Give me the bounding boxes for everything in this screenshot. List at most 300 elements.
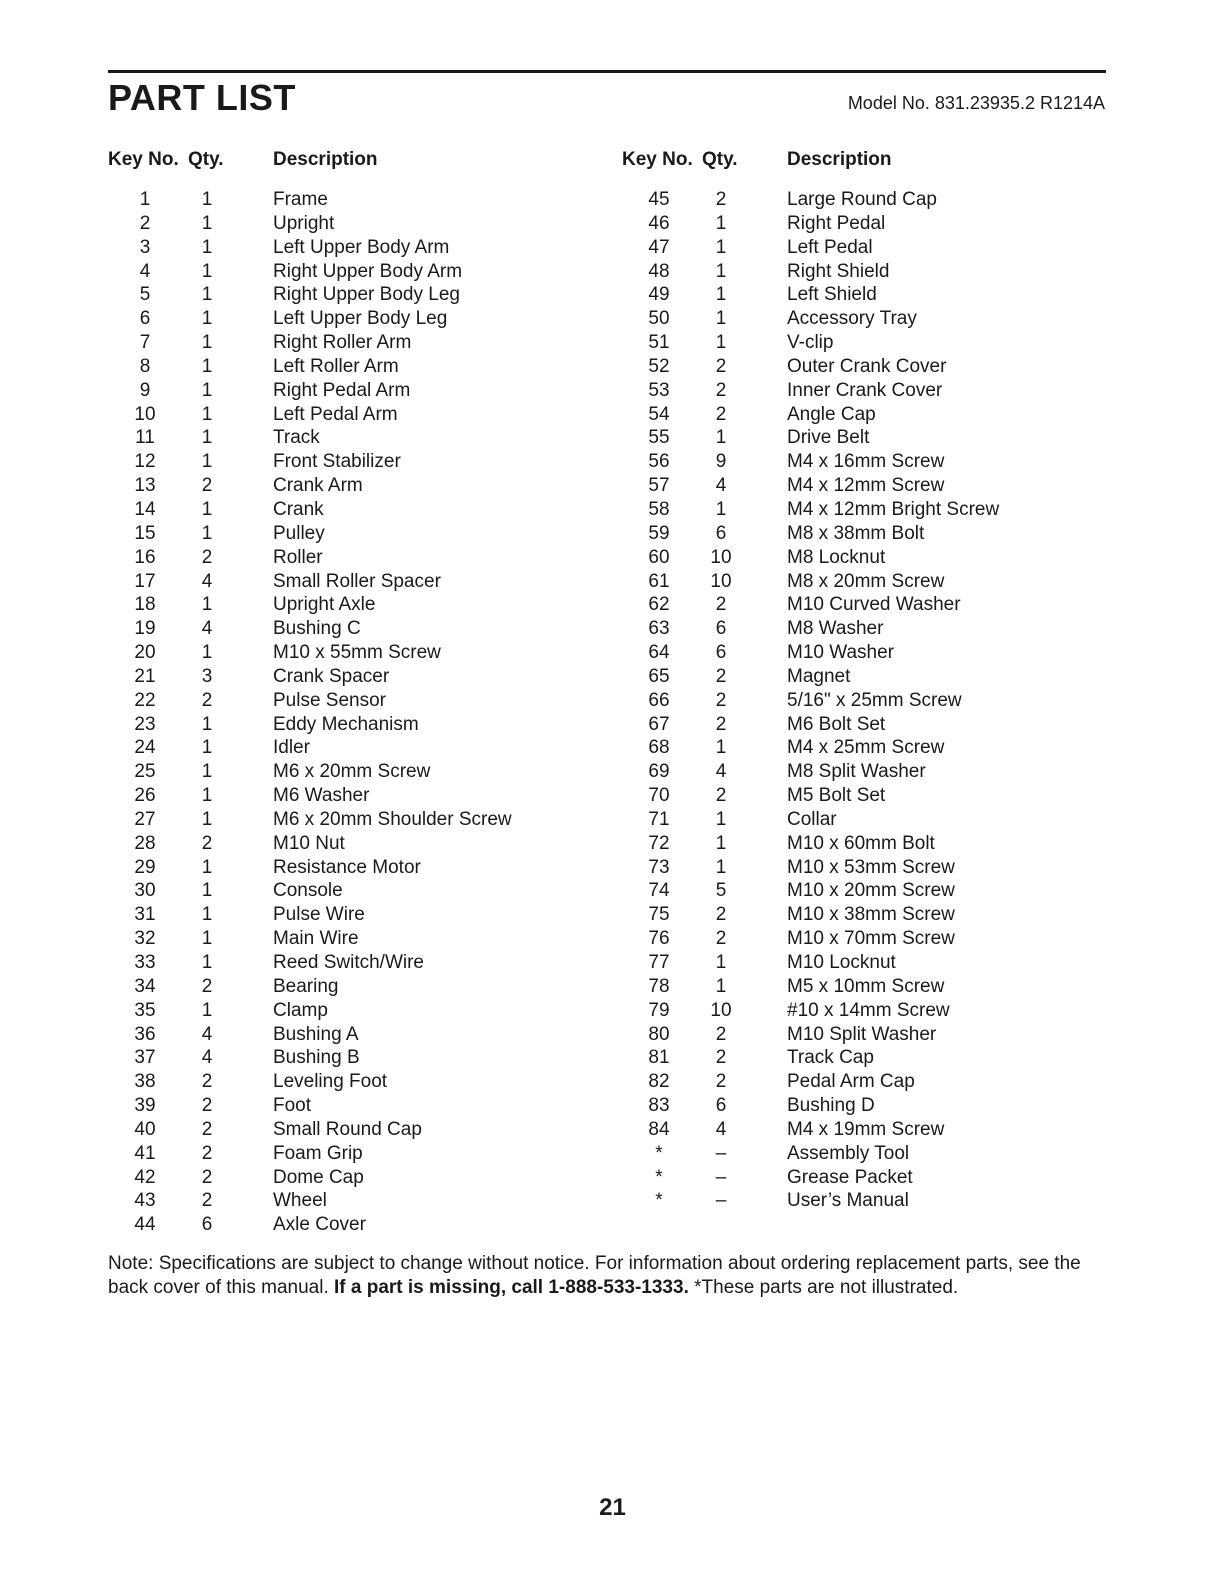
table-row: [108, 689, 512, 713]
description-cell: Reed Switch/Wire: [273, 952, 424, 973]
table-row: [108, 188, 512, 212]
table-row: [108, 856, 512, 880]
description-cell: M10 x 20mm Screw: [787, 880, 955, 902]
description-cell: M10 x 60mm Bolt: [787, 832, 935, 854]
qty-cell: 2: [715, 904, 727, 926]
table-row: [108, 1166, 512, 1190]
qty-header: Qty.: [702, 149, 738, 170]
description-cell: M6 Washer: [273, 785, 370, 807]
key-no-cell: 8: [139, 355, 151, 377]
description-cell: M8 Washer: [787, 618, 884, 640]
note-text-part1: Note: Specifications are subject to change without notice. For information about ordering replacement parts, see the back cover of this manual.: [108, 1253, 1081, 1298]
key-no-cell: 33: [134, 952, 156, 973]
table-row: [622, 856, 999, 880]
qty-cell: 6: [715, 618, 727, 640]
qty-cell: 1: [201, 451, 213, 473]
description-cell: Track: [273, 427, 320, 449]
qty-cell: 1: [201, 522, 213, 544]
table-row: [108, 1094, 512, 1118]
qty-cell: 6: [715, 522, 727, 544]
description-cell: Clamp: [273, 999, 328, 1021]
key-no-cell: 67: [648, 713, 670, 735]
key-no-cell: 84: [648, 1118, 670, 1140]
note-text: [108, 1252, 1108, 1300]
parts-column-right: [622, 146, 999, 1213]
key-no-cell: 58: [648, 498, 670, 520]
qty-cell: 1: [201, 355, 213, 377]
table-row: [108, 212, 512, 236]
table-row: [108, 903, 512, 927]
qty-cell: 1: [201, 904, 213, 926]
table-row: [108, 1189, 512, 1213]
description-cell: 5/16" x 25mm Screw: [787, 689, 962, 711]
table-row: [108, 665, 512, 689]
description-cell: M10 Split Washer: [787, 1023, 937, 1045]
description-cell: Bushing A: [273, 1023, 359, 1045]
description-cell: M10 Locknut: [787, 952, 896, 973]
table-row: [108, 1070, 512, 1094]
key-no-cell: 16: [134, 546, 156, 568]
description-cell: M4 x 12mm Bright Screw: [787, 498, 1000, 520]
description-cell: Pulse Sensor: [273, 689, 387, 711]
key-no-cell: 77: [648, 952, 670, 973]
description-cell: Right Upper Body Arm: [273, 260, 463, 282]
column-header: [622, 146, 999, 174]
table-row: [108, 379, 512, 403]
qty-cell: 1: [201, 403, 213, 425]
description-cell: Crank: [273, 498, 324, 520]
table-row: [622, 784, 999, 808]
table-row: [108, 426, 512, 450]
key-no-cell: 4: [139, 260, 151, 282]
table-row: [622, 832, 999, 856]
qty-cell: 4: [201, 1023, 213, 1045]
key-no-cell: 47: [648, 236, 670, 258]
qty-cell: 1: [201, 284, 213, 306]
table-row: [622, 593, 999, 617]
qty-cell: 2: [201, 975, 213, 997]
description-cell: Bearing: [273, 975, 339, 997]
qty-cell: 1: [715, 427, 727, 449]
qty-cell: 4: [715, 1118, 727, 1140]
table-row: [622, 999, 999, 1023]
description-cell: Accessory Tray: [787, 308, 917, 330]
key-no-cell: *: [655, 1190, 663, 1212]
table-row: [622, 1189, 999, 1213]
description-cell: Main Wire: [273, 928, 359, 950]
key-no-cell: 48: [648, 260, 670, 282]
description-cell: Console: [273, 880, 343, 902]
qty-cell: 2: [201, 1071, 213, 1093]
key-no-cell: 64: [648, 642, 670, 664]
description-cell: Left Upper Body Arm: [273, 236, 450, 258]
key-no-cell: 73: [648, 856, 670, 878]
table-row: [622, 689, 999, 713]
qty-cell: 2: [715, 189, 727, 210]
key-no-cell: 83: [648, 1095, 670, 1117]
qty-cell: 2: [715, 1047, 727, 1069]
description-cell: Right Shield: [787, 260, 890, 282]
table-row: [108, 641, 512, 665]
key-no-cell: 55: [648, 427, 670, 449]
key-no-cell: 65: [648, 665, 670, 687]
key-no-cell: 38: [134, 1071, 156, 1093]
description-cell: Right Pedal: [787, 212, 886, 234]
table-row: [108, 283, 512, 307]
description-cell: Outer Crank Cover: [787, 355, 947, 377]
key-no-cell: 41: [134, 1142, 156, 1164]
qty-cell: 1: [715, 236, 727, 258]
description-cell: Pulley: [273, 522, 325, 544]
key-no-cell: 52: [648, 355, 670, 377]
key-no-cell: 17: [134, 570, 156, 592]
qty-cell: 1: [201, 952, 213, 973]
page-number: 21: [599, 1494, 626, 1521]
key-no-cell: 72: [648, 832, 670, 854]
description-cell: M6 x 20mm Screw: [273, 761, 431, 783]
table-row: [108, 260, 512, 284]
description-cell: M10 x 55mm Screw: [273, 642, 441, 664]
qty-cell: 1: [201, 880, 213, 902]
table-row: [622, 617, 999, 641]
description-cell: M5 x 10mm Screw: [787, 975, 945, 997]
table-row: [622, 641, 999, 665]
description-cell: Roller: [273, 546, 323, 568]
key-no-cell: 42: [134, 1166, 156, 1188]
description-cell: Axle Cover: [273, 1214, 366, 1236]
table-row: [622, 1142, 999, 1166]
table-row: [108, 331, 512, 355]
key-no-cell: *: [655, 1142, 663, 1164]
qty-cell: 1: [201, 761, 213, 783]
table-row: [108, 570, 512, 594]
qty-cell: –: [715, 1166, 727, 1188]
key-no-cell: 57: [648, 475, 670, 497]
qty-cell: 2: [201, 1118, 213, 1140]
key-no-cell: 78: [648, 975, 670, 997]
key-no-cell: 27: [134, 808, 156, 830]
qty-cell: 5: [715, 880, 727, 902]
key-no-cell: 50: [648, 308, 670, 330]
description-cell: Inner Crank Cover: [787, 379, 943, 401]
qty-cell: 1: [201, 308, 213, 330]
table-row: [108, 736, 512, 760]
qty-cell: 2: [201, 1190, 213, 1212]
qty-cell: 1: [201, 785, 213, 807]
description-cell: M6 Bolt Set: [787, 713, 886, 735]
table-row: [622, 808, 999, 832]
qty-cell: 2: [201, 1142, 213, 1164]
qty-cell: 2: [715, 1023, 727, 1045]
table-row: [108, 593, 512, 617]
key-no-cell: 9: [139, 379, 151, 401]
key-no-header: Key No.: [622, 149, 693, 170]
description-header: Description: [787, 149, 892, 170]
table-row: [108, 1118, 512, 1142]
key-no-cell: 21: [134, 665, 156, 687]
table-row: [108, 975, 512, 999]
description-cell: Left Roller Arm: [273, 355, 399, 377]
key-no-cell: *: [655, 1166, 663, 1188]
model-number: Model No. 831.23935.2 R1214A: [847, 93, 1105, 113]
key-no-cell: 62: [648, 594, 670, 616]
qty-cell: –: [715, 1190, 727, 1212]
description-cell: M8 x 20mm Screw: [787, 570, 945, 592]
qty-cell: 1: [201, 999, 213, 1021]
qty-cell: 2: [715, 355, 727, 377]
table-row: [622, 450, 999, 474]
key-no-cell: 36: [134, 1023, 156, 1045]
qty-cell: 1: [201, 594, 213, 616]
table-row: [108, 1142, 512, 1166]
table-row: [622, 212, 999, 236]
key-no-cell: 39: [134, 1095, 156, 1117]
table-row: [108, 927, 512, 951]
key-no-cell: 23: [134, 713, 156, 735]
key-no-cell: 75: [648, 904, 670, 926]
description-cell: M10 Curved Washer: [787, 594, 961, 616]
description-cell: Wheel: [273, 1190, 327, 1212]
description-cell: Track Cap: [787, 1047, 874, 1069]
page-title: PART LIST: [108, 77, 296, 118]
description-cell: M10 Nut: [273, 832, 345, 854]
description-cell: M8 Split Washer: [787, 761, 926, 783]
key-no-cell: 6: [139, 308, 151, 330]
key-no-cell: 30: [134, 880, 156, 902]
qty-cell: 2: [201, 1166, 213, 1188]
description-cell: M8 x 38mm Bolt: [787, 522, 925, 544]
key-no-cell: 69: [648, 761, 670, 783]
table-row: [622, 1166, 999, 1190]
qty-cell: 4: [201, 570, 213, 592]
key-no-cell: 51: [648, 332, 670, 354]
key-no-cell: 22: [134, 689, 156, 711]
table-row: [622, 879, 999, 903]
key-no-cell: 76: [648, 928, 670, 950]
table-row: [622, 188, 999, 212]
qty-cell: 2: [201, 832, 213, 854]
qty-cell: 4: [715, 475, 727, 497]
key-no-cell: 37: [134, 1047, 156, 1069]
key-no-cell: 81: [648, 1047, 670, 1069]
table-row: [108, 236, 512, 260]
key-no-cell: 2: [139, 212, 151, 234]
table-row: [622, 760, 999, 784]
key-no-cell: 60: [648, 546, 670, 568]
description-cell: Pedal Arm Cap: [787, 1071, 915, 1093]
key-no-cell: 59: [648, 522, 670, 544]
description-cell: #10 x 14mm Screw: [787, 999, 950, 1021]
description-cell: Pulse Wire: [273, 904, 365, 926]
key-no-cell: 46: [648, 212, 670, 234]
description-cell: Frame: [273, 189, 328, 210]
qty-cell: 6: [201, 1214, 213, 1236]
table-row: [622, 403, 999, 427]
qty-cell: 1: [201, 260, 213, 282]
qty-cell: 4: [201, 618, 213, 640]
description-cell: V-clip: [787, 332, 834, 354]
key-no-cell: 24: [134, 737, 156, 759]
table-row: [108, 1046, 512, 1070]
qty-cell: 10: [710, 999, 732, 1021]
key-no-cell: 43: [134, 1190, 156, 1212]
qty-cell: 1: [715, 975, 727, 997]
description-cell: M8 Locknut: [787, 546, 886, 568]
key-no-cell: 45: [648, 189, 670, 210]
key-no-cell: 26: [134, 785, 156, 807]
table-row: [108, 760, 512, 784]
qty-cell: 2: [715, 785, 727, 807]
qty-cell: 2: [201, 689, 213, 711]
key-no-cell: 82: [648, 1071, 670, 1093]
key-no-cell: 54: [648, 403, 670, 425]
description-cell: Crank Arm: [273, 475, 363, 497]
key-no-cell: 28: [134, 832, 156, 854]
qty-cell: 1: [201, 379, 213, 401]
key-no-cell: 63: [648, 618, 670, 640]
table-row: [108, 355, 512, 379]
description-cell: Small Round Cap: [273, 1118, 422, 1140]
table-row: [622, 665, 999, 689]
table-row: [108, 617, 512, 641]
description-header: Description: [273, 149, 378, 170]
qty-cell: 1: [715, 952, 727, 973]
qty-cell: –: [715, 1142, 727, 1164]
description-cell: Grease Packet: [787, 1166, 913, 1188]
table-row: [622, 355, 999, 379]
qty-cell: 4: [201, 1047, 213, 1069]
key-no-cell: 35: [134, 999, 156, 1021]
missing-part-callout: If a part is missing, call 1-888-533-1333.: [334, 1277, 689, 1298]
description-cell: M10 x 70mm Screw: [787, 928, 955, 950]
key-no-cell: 70: [648, 785, 670, 807]
key-no-cell: 31: [134, 904, 156, 926]
description-cell: M4 x 16mm Screw: [787, 451, 945, 473]
key-no-cell: 32: [134, 928, 156, 950]
table-row: [622, 1094, 999, 1118]
key-no-cell: 44: [134, 1214, 156, 1236]
table-row: [622, 903, 999, 927]
description-cell: Assembly Tool: [787, 1142, 910, 1164]
description-cell: Right Pedal Arm: [273, 379, 411, 401]
table-row: [622, 1070, 999, 1094]
qty-cell: 1: [715, 332, 727, 354]
key-no-cell: 74: [648, 880, 670, 902]
qty-cell: 2: [715, 1071, 727, 1093]
description-cell: M4 x 25mm Screw: [787, 737, 945, 759]
table-row: [108, 450, 512, 474]
qty-cell: 1: [715, 498, 727, 520]
qty-cell: 2: [201, 475, 213, 497]
table-row: [108, 307, 512, 331]
description-cell: M10 x 38mm Screw: [787, 904, 955, 926]
qty-cell: 1: [201, 189, 213, 210]
column-header: [108, 146, 512, 174]
table-row: [108, 403, 512, 427]
key-no-cell: 29: [134, 856, 156, 878]
table-row: [622, 307, 999, 331]
qty-cell: 1: [715, 856, 727, 878]
key-no-header: Key No.: [108, 149, 179, 170]
description-cell: User’s Manual: [787, 1190, 909, 1212]
qty-cell: 2: [715, 403, 727, 425]
description-cell: Small Roller Spacer: [273, 570, 441, 592]
key-no-cell: 15: [134, 522, 156, 544]
table-row: [622, 498, 999, 522]
qty-cell: 1: [715, 260, 727, 282]
qty-cell: 1: [715, 308, 727, 330]
table-row: [622, 713, 999, 737]
qty-cell: 2: [715, 928, 727, 950]
qty-cell: 6: [715, 642, 727, 664]
qty-cell: 1: [715, 832, 727, 854]
description-cell: Left Pedal: [787, 236, 873, 258]
qty-cell: 1: [201, 212, 213, 234]
description-cell: Upright Axle: [273, 594, 376, 616]
key-no-cell: 18: [134, 594, 156, 616]
table-row: [108, 498, 512, 522]
key-no-cell: 13: [134, 475, 156, 497]
qty-cell: 9: [715, 451, 727, 473]
qty-cell: 2: [715, 665, 727, 687]
description-cell: Left Shield: [787, 284, 877, 306]
table-row: [622, 474, 999, 498]
table-row: [622, 736, 999, 760]
description-cell: Foot: [273, 1095, 312, 1117]
qty-cell: 1: [715, 284, 727, 306]
description-cell: Drive Belt: [787, 427, 870, 449]
description-cell: M4 x 19mm Screw: [787, 1118, 945, 1140]
key-no-cell: 25: [134, 761, 156, 783]
key-no-cell: 68: [648, 737, 670, 759]
key-no-cell: 53: [648, 379, 670, 401]
table-row: [622, 236, 999, 260]
qty-cell: 2: [201, 546, 213, 568]
description-cell: Idler: [273, 737, 310, 759]
description-cell: Right Roller Arm: [273, 332, 412, 354]
description-cell: M5 Bolt Set: [787, 785, 886, 807]
description-cell: Angle Cap: [787, 403, 876, 425]
qty-cell: 1: [201, 856, 213, 878]
description-cell: Left Upper Body Leg: [273, 308, 448, 330]
qty-cell: 2: [715, 689, 727, 711]
description-cell: Magnet: [787, 665, 851, 687]
description-cell: Crank Spacer: [273, 665, 390, 687]
qty-cell: 2: [201, 1095, 213, 1117]
table-row: [622, 951, 999, 975]
description-cell: Large Round Cap: [787, 189, 937, 210]
description-cell: Leveling Foot: [273, 1071, 388, 1093]
table-row: [622, 570, 999, 594]
qty-cell: 1: [201, 236, 213, 258]
key-no-cell: 3: [139, 236, 151, 258]
key-no-cell: 49: [648, 284, 670, 306]
qty-cell: 1: [715, 212, 727, 234]
table-row: [108, 546, 512, 570]
qty-cell: 1: [201, 713, 213, 735]
table-row: [622, 260, 999, 284]
key-no-cell: 34: [134, 975, 156, 997]
key-no-cell: 40: [134, 1118, 156, 1140]
description-cell: M10 Washer: [787, 642, 894, 664]
qty-cell: 1: [201, 928, 213, 950]
table-row: [622, 1118, 999, 1142]
key-no-cell: 1: [139, 189, 151, 210]
table-row: [108, 1213, 512, 1237]
description-cell: Right Upper Body Leg: [273, 284, 460, 306]
key-no-cell: 11: [135, 427, 155, 449]
table-row: [622, 331, 999, 355]
